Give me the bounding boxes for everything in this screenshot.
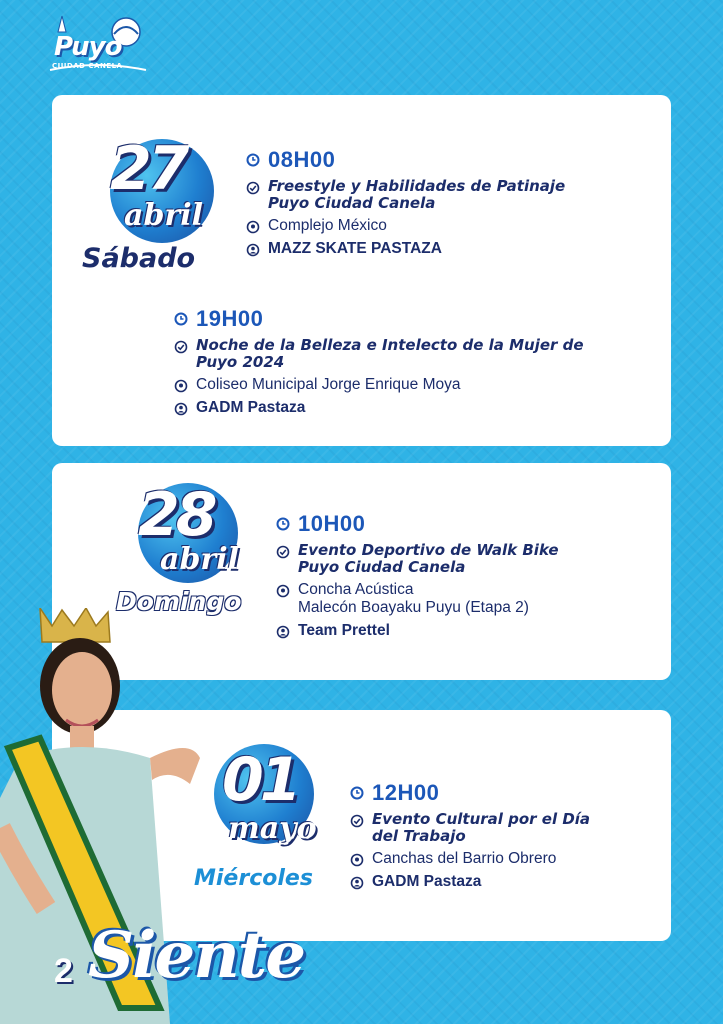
event-place [298,581,529,617]
event-place [268,217,387,235]
clock-icon [350,786,364,800]
event-place-row [246,217,646,235]
event-place [196,376,461,394]
user-circle-icon [174,402,188,416]
day-card-27-abril [52,95,671,446]
event-time-row [174,306,644,332]
event-title-line: Evento Cultural por el Día [372,810,591,828]
user-circle-icon [276,625,290,639]
event-organizer-row [276,622,656,640]
date-month: abril [160,542,240,577]
event-time-row [246,147,646,173]
location-pin-icon [246,220,260,234]
event-title-row [246,178,646,212]
event-organizer: GADM Pastaza [196,399,306,416]
event-time-row [350,780,660,806]
event-organizer-row [350,873,660,891]
clock-icon [174,312,188,326]
event-title [372,811,590,845]
event-time: 12H00 [372,780,440,805]
event-10h00 [276,511,656,640]
event-place-row [350,850,660,868]
event-organizer-row [246,240,646,258]
location-pin-icon [350,853,364,867]
event-title [298,542,559,576]
event-19h00 [174,306,644,417]
check-circle-icon [246,181,260,195]
event-title-line: Puyo Ciudad Canela [298,558,466,576]
location-pin-icon [174,379,188,393]
event-title-line: Puyo 2024 [196,353,285,371]
event-place-row [276,581,656,617]
event-08h00 [246,147,646,258]
user-circle-icon [350,876,364,890]
event-organizer: MAZZ SKATE PASTAZA [268,240,442,257]
date-weekday: Miércoles [194,866,313,891]
event-place-line: Malecón Boayaku Puyu (Etapa 2) [298,599,529,616]
event-place-line: Coliseo Municipal Jorge Enrique Moya [196,376,461,393]
event-title [196,337,584,371]
event-time: 08H00 [268,147,336,172]
event-place-line: Canchas del Barrio Obrero [372,850,557,867]
slogan: Siente [88,918,305,993]
date-number: 27 [110,134,186,204]
event-12h00 [350,780,660,891]
event-place-line: Concha Acústica [298,581,414,598]
event-time: 10H00 [298,511,366,536]
event-title-line: Noche de la Belleza e Intelecto de la Mujer de [196,336,584,354]
event-place [372,850,556,868]
logo-name: Puyo [54,32,122,62]
event-organizer: Team Prettel [298,622,390,639]
event-organizer: GADM Pastaza [372,873,482,890]
event-time: 19H00 [196,306,264,331]
event-title-line: Freestyle y Habilidades de Patinaje [268,177,566,195]
event-title-row [276,542,656,576]
event-organizer-row [174,399,644,417]
event-title [268,178,565,212]
date-month: mayo [228,811,317,846]
event-time-row [276,511,656,537]
location-pin-icon [276,584,290,598]
check-circle-icon [174,340,188,354]
event-title-row [350,811,660,845]
logo-subtitle: CIUDAD CANELA [52,62,123,70]
event-title-line: del Trabajo [372,827,466,845]
date-number: 01 [222,745,298,815]
user-circle-icon [246,243,260,257]
date-badge [194,744,342,894]
event-place-row [174,376,644,394]
crown-icon [40,608,110,642]
check-circle-icon [276,545,290,559]
date-weekday: Sábado [82,243,196,274]
event-title-line: Puyo Ciudad Canela [268,194,436,212]
check-circle-icon [350,814,364,828]
page-number: 2 [54,952,73,990]
date-weekday: Domingo [116,587,242,616]
date-month: abril [124,198,204,233]
puyo-logo [48,12,148,78]
clock-icon [276,517,290,531]
event-title-line: Evento Deportivo de Walk Bike [298,541,559,559]
event-place-line: Complejo México [268,217,387,234]
event-title-row [174,337,644,371]
date-badge [82,133,230,274]
date-number: 28 [138,480,214,550]
clock-icon [246,153,260,167]
